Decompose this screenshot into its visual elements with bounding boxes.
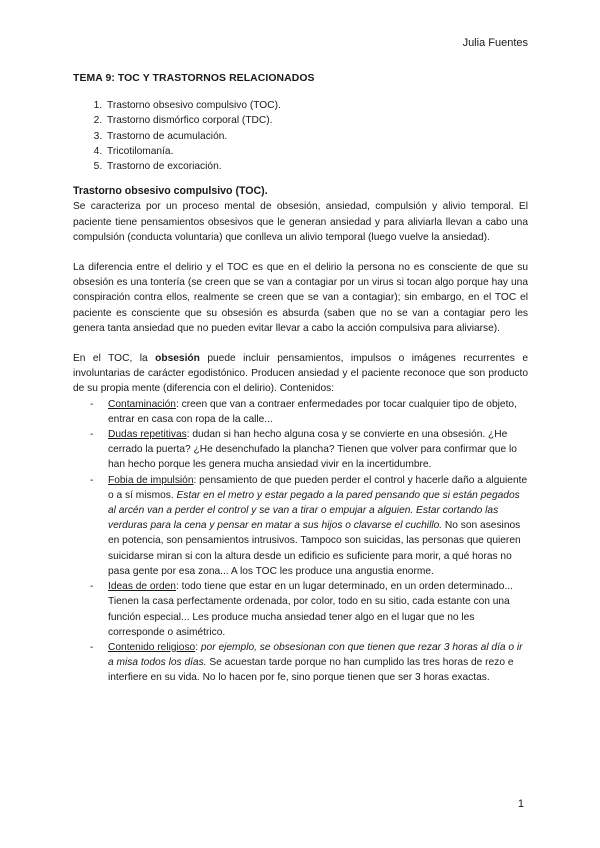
content-text: : <box>195 641 201 653</box>
paragraph: Se caracteriza por un proceso mental de obsesión, ansiedad, compulsión y alivio temporal. El paciente tiene pensamientos obsesivos que le generan ansiedad y para aliviarla llevan a cabo una compulsión (conducta voluntaria) que conlleva un alivio temporal (luego vuelve la ansiedad). <box>73 201 528 243</box>
content-term: Fobia de impulsión <box>108 474 194 486</box>
content-text: Se acuestan tarde porque no han cumplido las tres horas de rezo e interfiere en su vida. No lo hacen por fe, sino porque tienen que ser 3 horas exactas. <box>108 657 514 684</box>
contents-list <box>73 397 528 686</box>
list-item: 2. Trastorno dismórfico corporal (TDC). <box>105 113 528 128</box>
content-term: Dudas repetitivas <box>108 429 187 441</box>
paragraph-text: En el TOC, la <box>73 353 156 365</box>
paragraph: La diferencia entre el delirio y el TOC es que en el delirio la persona no es consciente de que su obsesión es una tontería (se creen que se van a contagiar por un virus si tocan algo porque hay una conspiración contra ellos, realmente se creen que se van a contagiar); sin embargo, en el TOC el paciente es consciente que su obsesión es absurda (saben que no se van a contagiar pero les genera tanta ansiedad que no pueden evitar llevar a cabo la acción compulsiva para aliviarse). <box>73 262 528 334</box>
content-term: Ideas de orden <box>108 581 176 593</box>
list-item: 1. Trastorno obsesivo compulsivo (TOC). <box>105 98 528 113</box>
list-item <box>90 427 528 473</box>
topic-list <box>73 98 528 174</box>
paragraph <box>73 351 528 397</box>
list-item: 3. Trastorno de acumulación. <box>105 129 528 144</box>
document-body <box>73 71 528 686</box>
content-term: Contenido religioso <box>108 641 196 653</box>
example-text: por ejemplo, se obsesionan con que tienen que rezar 3 horas al día o ir a misa todos los días. <box>108 641 523 669</box>
page-title: TEMA 9: TOC Y TRASTORNOS RELACIONADOS <box>73 73 315 84</box>
list-item <box>90 579 528 640</box>
list-item <box>90 473 528 579</box>
example-text: Estar en el metro y estar pegado a la pared pensando que si están pegados al arcén van a perder el control y se van a tirar o empujar a alguien. Estar cortando las verduras para la cena y pensar en matar a sus hijos o clavarse el cuchillo. <box>108 489 520 532</box>
content-text: : todo tiene que estar en un lugar determinado, en un orden determinado... Tienen la casa perfectamente ordenada, por color, todo en su sitio, cada estante con una función especial... Les produce mucha ansiedad tener algo en el lugar que no les corresponde o asimétrico. <box>108 581 513 638</box>
content-text: No son asesinos en potencia, son pensamientos intrusivos. Tampoco son suicidas, las personas que quieren suicidarse miran si con la altura desde un edificio es suficiente para morir, a qué horas no pasa gente por esa zona... A los TOC les produce una angustia enorme. <box>108 520 521 577</box>
paragraph-text: puede incluir pensamientos, impulsos o imágenes recurrentes e involuntarias de carácter egodistónico. Producen ansiedad y el paciente reconoce que son producto de su propia mente (diferencia con el delirio). Contenidos: <box>73 353 528 395</box>
author-name: Julia Fuentes <box>462 37 528 49</box>
list-item: 5. Trastorno de excoriación. <box>105 159 528 174</box>
content-text: : pensamiento de que pueden perder el control y hacerle daño a alguiente o a sí mismos. <box>108 474 528 501</box>
list-item <box>90 640 528 686</box>
list-item: 4. Tricotilomanía. <box>105 144 528 159</box>
content-text: : creen que van a contraer enfermedades por tocar cualquier tipo de objeto, entrar en casa con ropa de la calle... <box>108 398 517 425</box>
section-title: Trastorno obsesivo compulsivo (TOC). <box>73 185 268 198</box>
page-number: 1 <box>517 798 524 810</box>
content-term: Contaminación <box>108 398 176 410</box>
content-text: : dudan si han hecho alguna cosa y se convierte en una obsesión. ¿He cerrado la puerta? ¿He desenchufado la plancha? Tienen que volver para confirmar que lo han hecho porque les genera mucha ansiedad vivir en la incertidumbre. <box>108 429 517 471</box>
list-item <box>90 397 528 427</box>
bold-term: obsesión <box>155 353 200 365</box>
